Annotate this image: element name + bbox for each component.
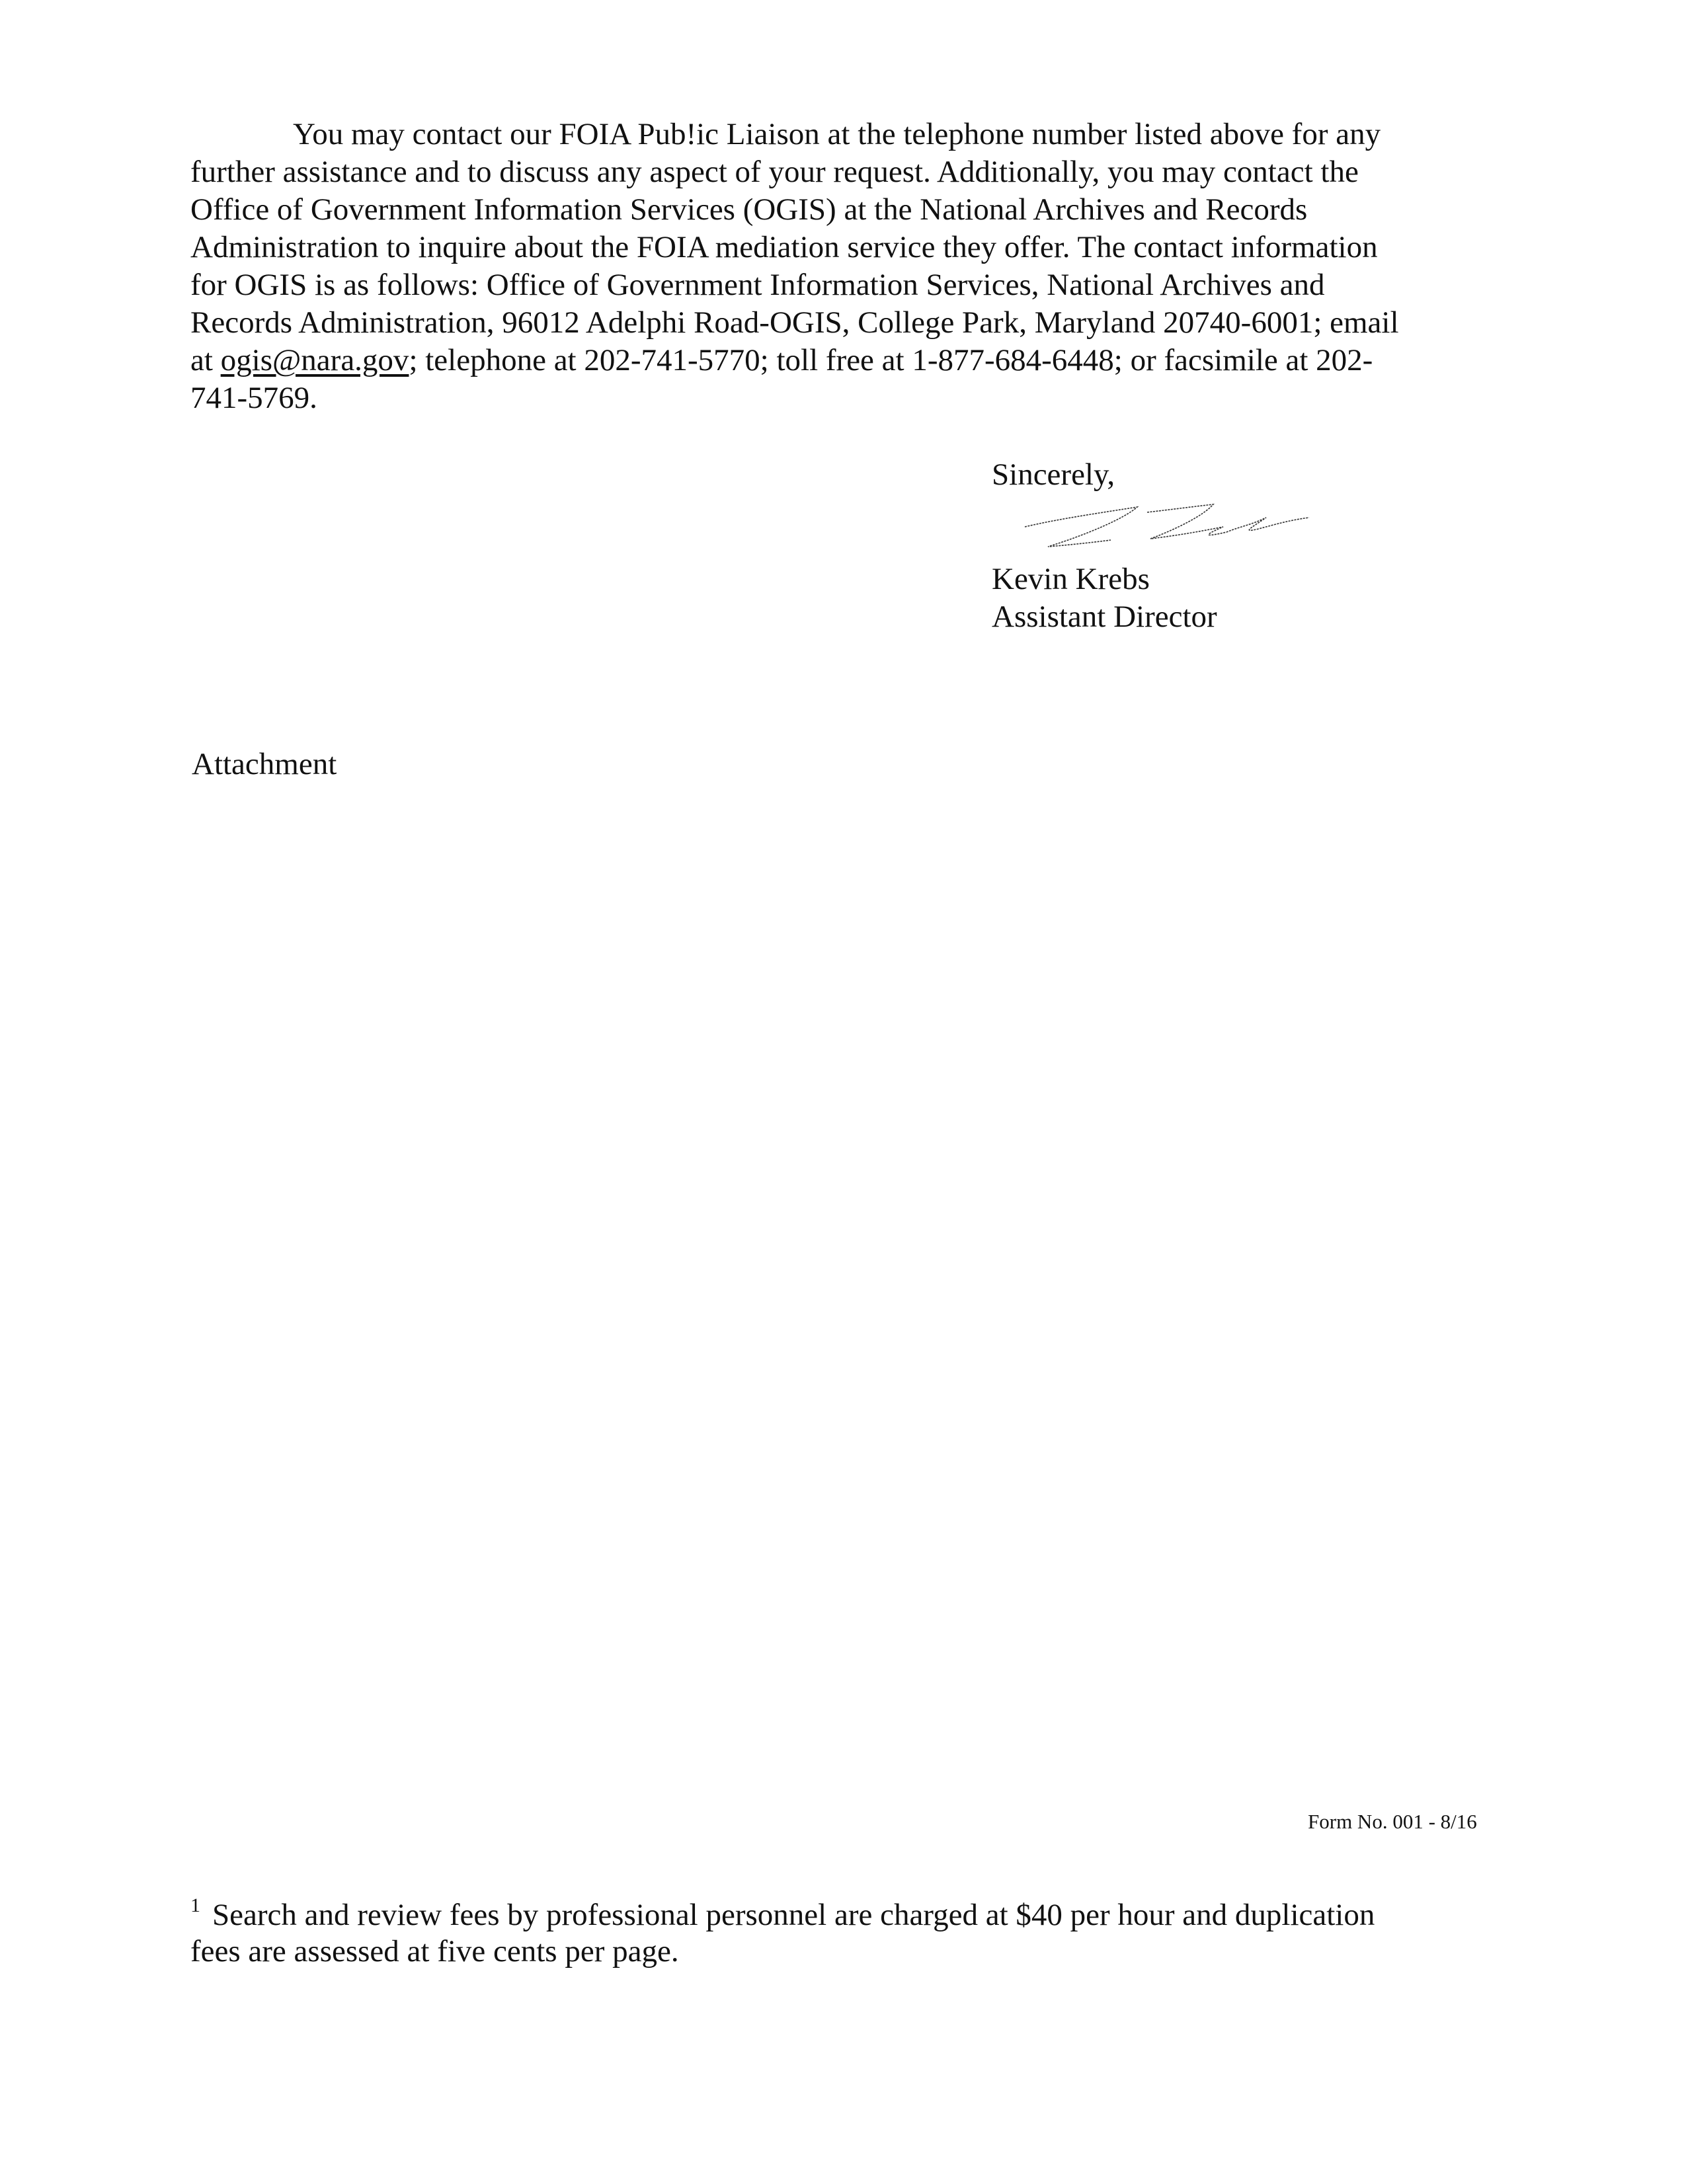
footnote-line <box>190 1887 1513 1933</box>
email-prefix: at <box>190 343 221 377</box>
body-line: 741-5769. <box>190 381 317 415</box>
body-line: Administration to inquire about the FOIA mediation service they offer. The contact information <box>190 230 1378 264</box>
body-paragraph <box>190 116 1500 417</box>
body-line-email <box>190 342 1500 379</box>
enclosure-note: Attachment <box>192 747 337 781</box>
body-line: for OGIS is as follows: Office of Government Information Services, National Archives and <box>190 268 1325 302</box>
form-number: Form No. 001 - 8/16 <box>1308 1810 1477 1833</box>
ogis-email-link[interactable]: ogis@nara.gov <box>220 343 409 377</box>
footnote-line: fees are assessed at five cents per page. <box>190 1934 679 1969</box>
body-line: You may contact our FOIA Pub!ic Liaison at the telephone number listed above for any <box>293 117 1381 151</box>
signature-image <box>1005 499 1322 552</box>
footnote-marker: 1 <box>190 1894 200 1916</box>
footnote <box>190 1887 1513 1970</box>
body-line: further assistance and to discuss any aspect of your request. Additionally, you may contact the <box>190 155 1359 189</box>
body-line: Records Administration, 96012 Adelphi Road-OGIS, College Park, Maryland 20740-6001; email <box>190 305 1399 340</box>
signer-title: Assistant Director <box>992 600 1217 634</box>
footnote-text: Search and review fees by professional personnel are charged at $40 per hour and duplication <box>212 1898 1375 1932</box>
signer-block <box>992 561 1217 636</box>
email-suffix: ; telephone at 202-741-5770; toll free at 1-877-684-6448; or facsimile at 202- <box>409 343 1373 377</box>
body-line: Office of Government Information Services (OGIS) at the National Archives and Records <box>190 192 1308 227</box>
signer-name: Kevin Krebs <box>992 562 1150 596</box>
closing: Sincerely, <box>992 457 1115 492</box>
